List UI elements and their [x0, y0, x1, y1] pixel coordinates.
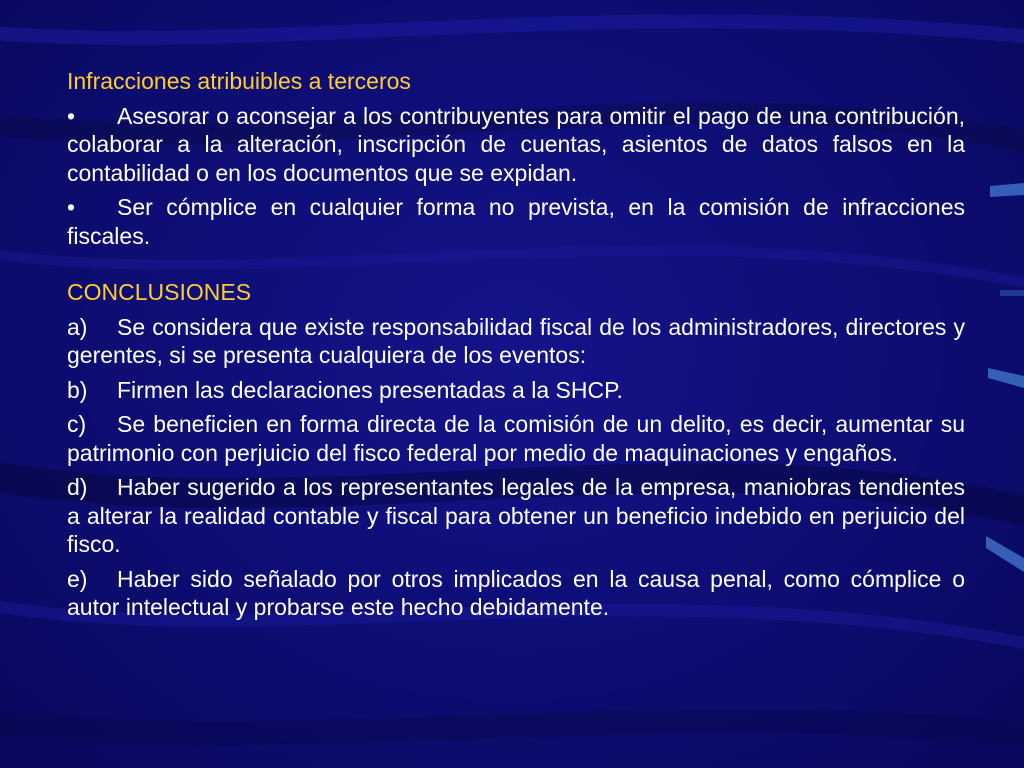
- item-marker: d): [67, 474, 88, 500]
- slide-content: [67, 67, 965, 628]
- item-marker: a): [67, 313, 88, 340]
- bullet-item: [67, 102, 965, 188]
- item-marker: b): [67, 376, 88, 403]
- section-heading-conclusiones: CONCLUSIONES: [67, 279, 252, 305]
- item-text: Firmen las declaraciones presentadas a la SHCP.: [117, 376, 623, 403]
- section-heading-infracciones: Infracciones atribuibles a terceros: [67, 68, 411, 94]
- bullet-text: Ser cómplice en cualquier forma no prevista, en la comisión de infracciones fiscales.: [67, 194, 965, 249]
- item-text: Se considera que existe responsabilidad fiscal de los administradores, directores y gerentes, si se presenta cualquiera de los eventos:: [67, 313, 965, 368]
- item-marker: e): [67, 565, 88, 592]
- item-text: Haber sugerido a los representantes legales de la empresa, maniobras tendientes a alterar la realidad contable y fiscal para obtener un beneficio indebido en perjuicio del fisco.: [67, 474, 965, 557]
- bullet-text: Asesorar o aconsejar a los contribuyentes para omitir el pago de una contribución, colaborar a la alteración, inscripción de cuentas, asientos de datos falsos en la contabilidad o en los documentos que se expidan.: [67, 102, 965, 186]
- conclusion-item: [67, 473, 965, 559]
- item-text: Haber sido señalado por otros implicados en la causa penal, como cómplice o autor intelectual y probarse este hecho debidamente.: [67, 565, 965, 620]
- item-text: Se beneficien en forma directa de la comisión de un delito, es decir, aumentar su patrimonio con perjuicio del fisco federal por medio de maquinaciones y engaños.: [67, 411, 965, 466]
- section-spacer: [67, 256, 965, 278]
- conclusion-item: [67, 565, 965, 622]
- conclusion-item: [67, 410, 965, 467]
- bullet-item: [67, 193, 965, 250]
- conclusion-item: [67, 313, 965, 370]
- bullet-marker: •: [67, 194, 76, 220]
- item-marker: c): [67, 411, 87, 437]
- conclusion-item: [67, 376, 965, 405]
- bullet-marker: •: [67, 102, 76, 129]
